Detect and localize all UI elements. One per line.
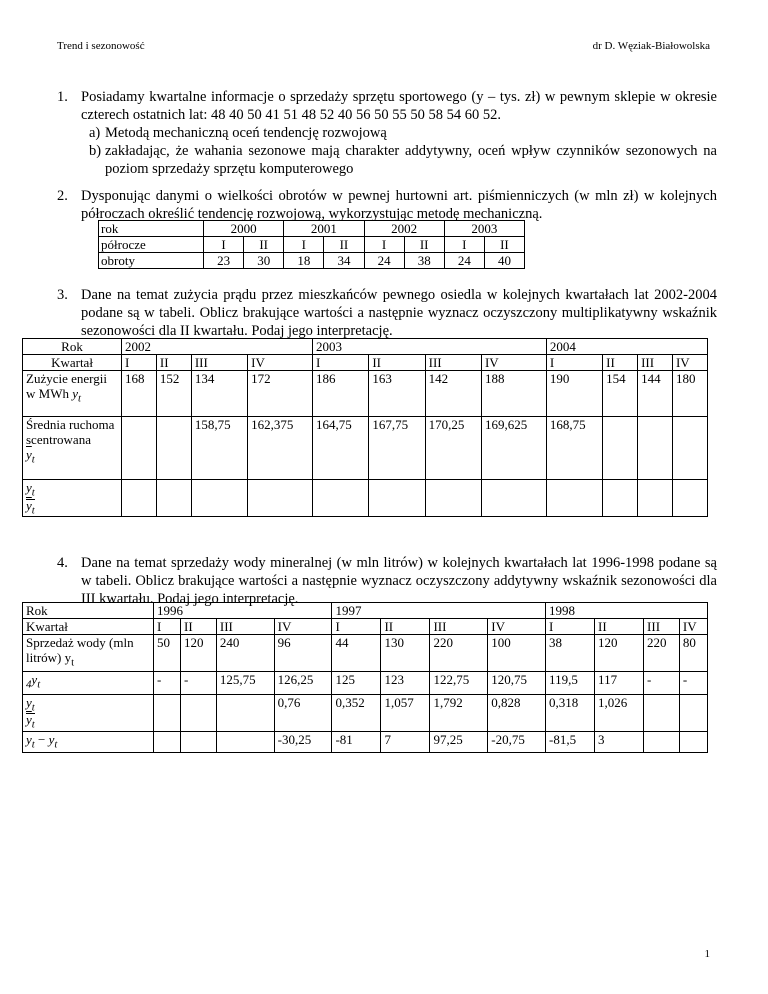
ma-cell: 169,625 [481, 417, 546, 480]
quarter-cell: I [122, 355, 157, 371]
year-cell: 2003 [444, 221, 524, 237]
quarter-cell: II [181, 619, 217, 635]
ratio-cell [248, 480, 313, 517]
ma-cell [156, 417, 191, 480]
ratio-cell: 0,318 [546, 694, 595, 731]
diff-operator: − [34, 731, 49, 747]
sales-subscript: t [71, 656, 75, 669]
value-cell: 24 [444, 253, 484, 269]
diff-cell [181, 731, 217, 753]
ma-cell [672, 417, 707, 480]
ma-cell: 125 [332, 671, 381, 694]
quarter-cell: IV [488, 619, 546, 635]
value-cell: 38 [404, 253, 444, 269]
ma-cell: - [644, 671, 680, 694]
subtask-b: zakładając, że wahania sezonowe mają charakter addytywny, oceń wpływ czynników sezonowych na poziom sprzedaży sprzętu komputerowego [105, 143, 717, 177]
sales-cell: 38 [546, 635, 595, 672]
ma-symbol: $\overline{y}$ [31, 671, 38, 687]
half-cell: I [444, 237, 484, 253]
task-3 [57, 286, 717, 340]
diff-cell [679, 731, 707, 753]
value-cell: 30 [244, 253, 284, 269]
ma-cell [603, 417, 638, 480]
usage-label: Zużycie energii w MWh [26, 371, 107, 401]
year-cell: 1997 [332, 603, 546, 619]
ma-cell: 158,75 [191, 417, 247, 480]
ratio-cell [672, 480, 707, 517]
ratio-label [23, 694, 154, 731]
task-1 [57, 88, 717, 178]
ma-subscript: t [31, 453, 35, 466]
ma-cell: 162,375 [248, 417, 313, 480]
year-cell: 2001 [284, 221, 364, 237]
task-number: 4. [57, 555, 68, 571]
ma-cell: 120,75 [488, 671, 546, 694]
quarter-cell: IV [481, 355, 546, 371]
ma-cell: 170,25 [425, 417, 481, 480]
ma-symbol: $\overline{y}$ [26, 447, 32, 462]
year-cell: 2000 [204, 221, 284, 237]
diff-subscript: t [31, 738, 35, 751]
sales-cell: 220 [644, 635, 680, 672]
usage-subscript: t [78, 392, 82, 405]
row-label [23, 671, 154, 694]
usage-cell: 190 [546, 371, 602, 417]
ratio-cell: 1,057 [381, 694, 430, 731]
year-cell: 2004 [546, 339, 707, 355]
ma-cell: 126,25 [274, 671, 332, 694]
ma-cell: 122,75 [430, 671, 488, 694]
usage-cell: 152 [156, 371, 191, 417]
diff-cell: 97,25 [430, 731, 488, 753]
ma-cell: - [679, 671, 707, 694]
diff-cell: -81,5 [546, 731, 595, 753]
sales-cell: 80 [679, 635, 707, 672]
usage-cell: 144 [638, 371, 673, 417]
sales-cell: 96 [274, 635, 332, 672]
quarter-cell: II [595, 619, 644, 635]
ma-cell [638, 417, 673, 480]
quarter-cell: IV [679, 619, 707, 635]
year-cell: 1998 [546, 603, 708, 619]
usage-cell: 134 [191, 371, 247, 417]
sales-cell: 240 [216, 635, 274, 672]
half-cell: II [244, 237, 284, 253]
quarter-cell: IV [248, 355, 313, 371]
row-label: rok [99, 221, 204, 237]
diff-subscript: t [54, 738, 58, 751]
quarter-cell: II [603, 355, 638, 371]
sales-label: Sprzedaż wody (mln litrów) y [26, 635, 134, 665]
ma-cell: 125,75 [216, 671, 274, 694]
sales-cell: 130 [381, 635, 430, 672]
quarter-cell: III [216, 619, 274, 635]
quarter-cell: II [156, 355, 191, 371]
quarter-cell: II [369, 355, 425, 371]
diff-a: y [26, 731, 32, 747]
diff-cell [154, 731, 181, 753]
row-label: Rok [23, 339, 122, 355]
ratio-label [23, 480, 122, 517]
half-cell: I [364, 237, 404, 253]
diff-cell: -20,75 [488, 731, 546, 753]
value-cell: 24 [364, 253, 404, 269]
row-label: Rok [23, 603, 154, 619]
turnover-table [98, 220, 525, 269]
task-2 [57, 187, 717, 223]
ma-cell: - [181, 671, 217, 694]
usage-cell: 180 [672, 371, 707, 417]
quarter-cell: III [191, 355, 247, 371]
ratio-numerator: y [26, 694, 32, 710]
usage-cell: 168 [122, 371, 157, 417]
sales-cell: 44 [332, 635, 381, 672]
diff-cell: -30,25 [274, 731, 332, 753]
ratio-cell [546, 480, 602, 517]
year-cell: 2003 [313, 339, 547, 355]
ratio-cell [481, 480, 546, 517]
ma-cell: 117 [595, 671, 644, 694]
usage-cell: 154 [603, 371, 638, 417]
row-label [23, 417, 122, 480]
year-cell: 2002 [364, 221, 444, 237]
ma-prefix: 4 [26, 678, 32, 691]
quarter-cell: III [425, 355, 481, 371]
water-sales-table [22, 602, 708, 753]
ratio-cell: 0,76 [274, 694, 332, 731]
quarter-cell: I [546, 355, 602, 371]
sales-cell: 120 [595, 635, 644, 672]
value-cell: 34 [324, 253, 364, 269]
ratio-cell: 1,792 [430, 694, 488, 731]
task-text: Dane na temat zużycia prądu przez mieszkańców pewnego osiedla w kolejnych kwartałach lat 2002-2004 podane są w tabeli. Oblicz brakujące wartości a następnie wyznacz oczyszczony multiplikatywny wskaźnik sezonowości dla II kwartału. Podaj jego interpretację. [81, 287, 717, 339]
quarter-cell: III [430, 619, 488, 635]
value-cell: 18 [284, 253, 324, 269]
ma-cell: 168,75 [546, 417, 602, 480]
usage-cell: 172 [248, 371, 313, 417]
sales-cell: 120 [181, 635, 217, 672]
ratio-denominator: $\overline{y}$ [26, 497, 32, 513]
ratio-cell [638, 480, 673, 517]
ma-cell: 167,75 [369, 417, 425, 480]
ratio-numerator: y [26, 480, 32, 495]
half-cell: II [324, 237, 364, 253]
diff-b: $\overline{y}$ [48, 731, 55, 747]
ratio-cell [603, 480, 638, 517]
ratio-cell [425, 480, 481, 517]
diff-cell: 7 [381, 731, 430, 753]
sales-cell: 50 [154, 635, 181, 672]
year-cell: 2002 [122, 339, 313, 355]
ratio-subscript: t [31, 701, 35, 714]
ratio-cell [156, 480, 191, 517]
ratio-cell [154, 694, 181, 731]
year-cell: 1996 [154, 603, 332, 619]
row-label: obroty [99, 253, 204, 269]
diff-label [23, 731, 154, 753]
diff-cell: -81 [332, 731, 381, 753]
ratio-cell [216, 694, 274, 731]
value-cell: 40 [484, 253, 524, 269]
header-right: dr D. Węziak-Białowolska [592, 40, 710, 52]
quarter-cell: III [644, 619, 680, 635]
ratio-cell [644, 694, 680, 731]
diff-cell [644, 731, 680, 753]
ratio-cell [369, 480, 425, 517]
quarter-cell: II [381, 619, 430, 635]
ratio-cell [191, 480, 247, 517]
task-number: 2. [57, 188, 68, 204]
header-left: Trend i sezonowość [57, 40, 145, 52]
row-label [23, 635, 154, 672]
subtask-a: Metodą mechaniczną oceń tendencję rozwojową [105, 125, 387, 141]
ratio-subscript: t [31, 718, 35, 731]
half-cell: II [484, 237, 524, 253]
diff-cell [216, 731, 274, 753]
quarter-cell: I [332, 619, 381, 635]
ratio-denominator: $\overline{y}$ [26, 712, 32, 728]
subtask-label: b) [89, 143, 102, 159]
ma-cell [122, 417, 157, 480]
usage-cell: 142 [425, 371, 481, 417]
half-cell: I [204, 237, 244, 253]
quarter-cell: I [313, 355, 369, 371]
usage-symbol: y [72, 386, 78, 401]
task-text: Posiadamy kwartalne informacje o sprzedaży sprzętu sportowego (y – tys. zł) w pewnym sklepie w okresie czterech ostatnich lat: 48 40 50 41 51 48 52 40 56 50 55 50 58 54 60 52. [81, 89, 717, 123]
quarter-cell: I [154, 619, 181, 635]
usage-cell: 188 [481, 371, 546, 417]
row-label: Kwartał [23, 619, 154, 635]
row-label [23, 371, 122, 417]
ma-label: Średnia ruchoma scentrowana [26, 417, 115, 447]
ma-subscript: t [37, 678, 41, 691]
ratio-cell [122, 480, 157, 517]
task-text: Dane na temat sprzedaży wody mineralnej (w mln litrów) w kolejnych kwartałach lat 1996-1998 podane są w tabeli. Oblicz brakujące wartości a następnie wyznacz oczyszczony addytywny wskaźnik sezonowości dla III kwartału. Podaj jego interpretację. [81, 555, 717, 607]
diff-cell: 3 [595, 731, 644, 753]
task-4 [57, 554, 717, 608]
half-cell: I [284, 237, 324, 253]
ratio-cell: 0,352 [332, 694, 381, 731]
sales-cell: 220 [430, 635, 488, 672]
ratio-subscript: t [31, 504, 35, 517]
ma-cell: 164,75 [313, 417, 369, 480]
ma-cell: 123 [381, 671, 430, 694]
quarter-cell: III [638, 355, 673, 371]
ratio-cell [679, 694, 707, 731]
sales-cell: 100 [488, 635, 546, 672]
ratio-subscript: t [31, 486, 35, 499]
ma-cell: 119,5 [546, 671, 595, 694]
energy-table [22, 338, 708, 517]
value-cell: 23 [204, 253, 244, 269]
ratio-cell [313, 480, 369, 517]
task-text: Dysponując danymi o wielkości obrotów w pewnej hurtowni art. piśmienniczych (w mln zł) w kolejnych półroczach określić tendencję rozwojową, wykorzystując metodę mechaniczną. [81, 188, 717, 222]
subtask-label: a) [89, 125, 101, 141]
quarter-cell: IV [672, 355, 707, 371]
row-label: półrocze [99, 237, 204, 253]
page-number: 1 [704, 948, 710, 960]
half-cell: II [404, 237, 444, 253]
task-number: 1. [57, 89, 68, 105]
ma-cell: - [154, 671, 181, 694]
row-label: Kwartał [23, 355, 122, 371]
quarter-cell: I [546, 619, 595, 635]
ratio-cell: 1,026 [595, 694, 644, 731]
task-number: 3. [57, 287, 68, 303]
usage-cell: 163 [369, 371, 425, 417]
quarter-cell: IV [274, 619, 332, 635]
ratio-cell [181, 694, 217, 731]
ratio-cell: 0,828 [488, 694, 546, 731]
usage-cell: 186 [313, 371, 369, 417]
